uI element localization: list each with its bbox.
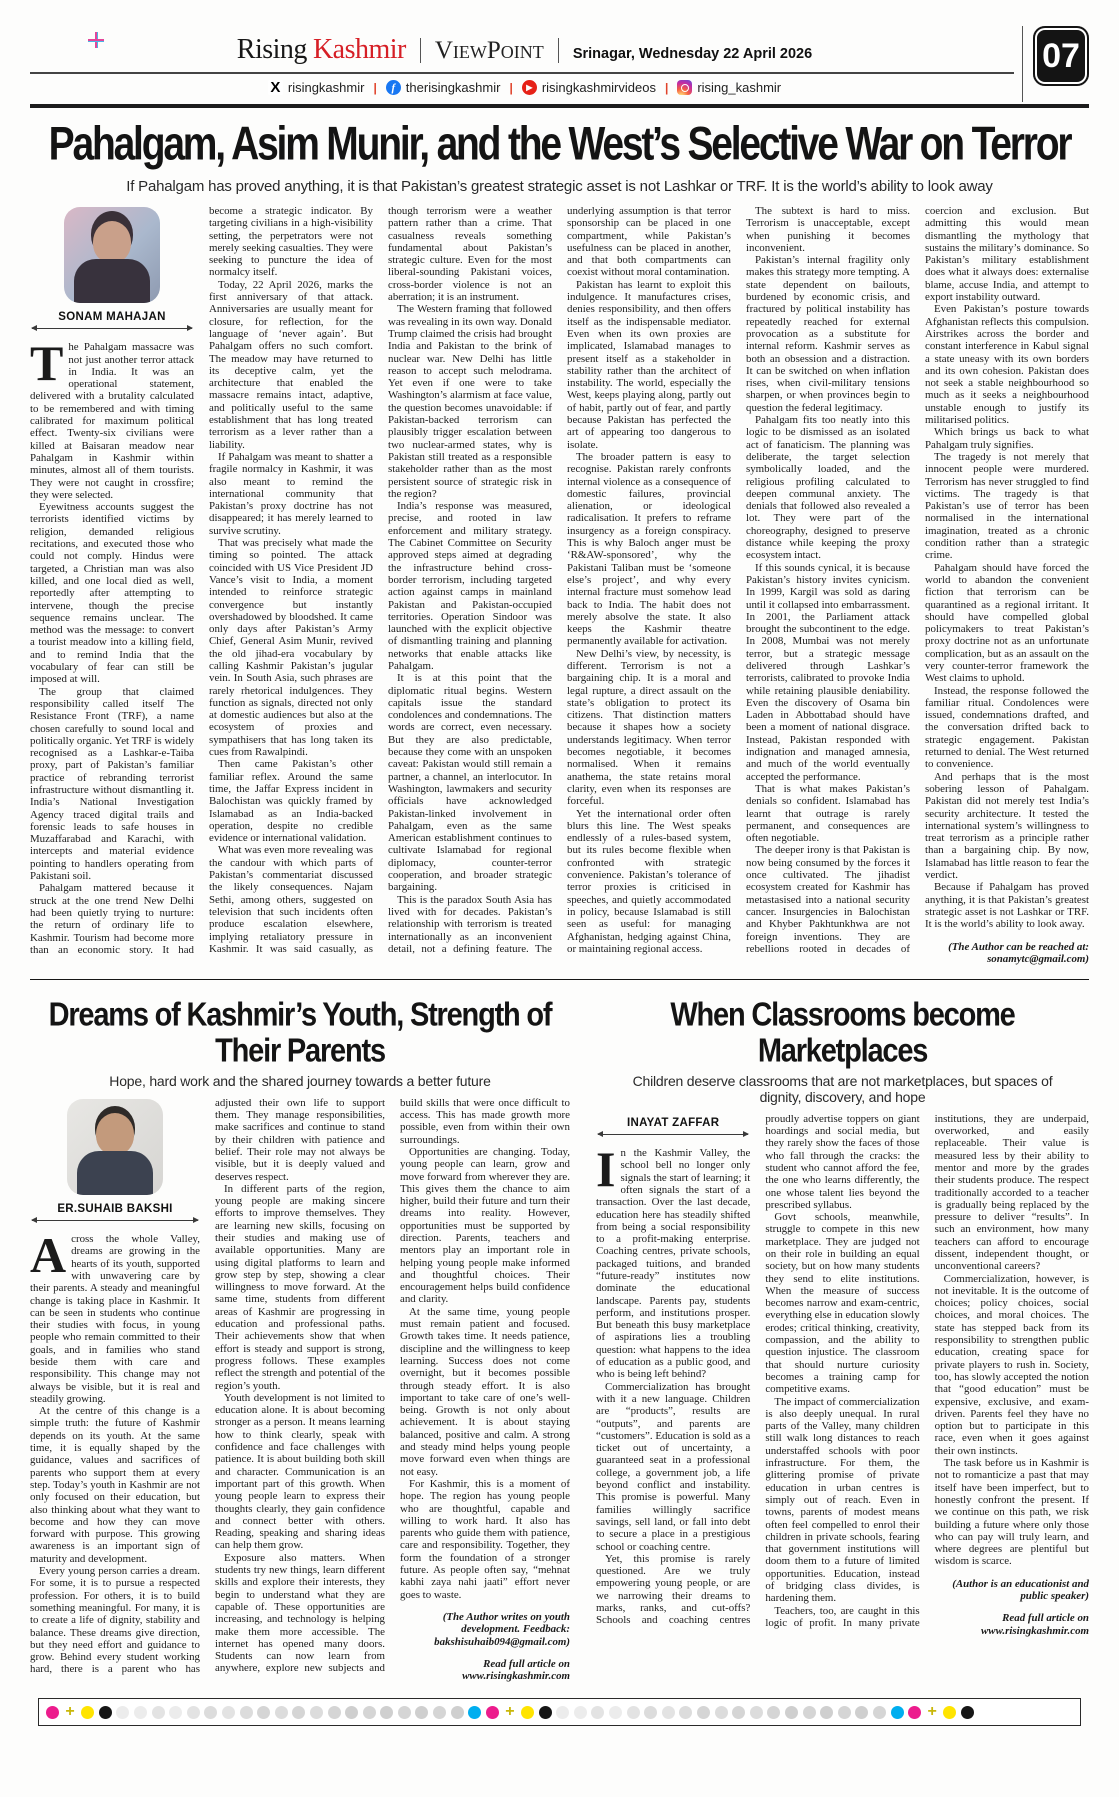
color-dot bbox=[697, 1706, 710, 1719]
paragraph: Yet, this promise is rarely questioned. Are we truly empowering young people, or are we narrowing their dreams to marks, ranks, and cut-offs? Schools and coaching centres proudly advertise toppers on giant hoardings and social media, but they rarely show the faces of those who fall through the cracks: the student who cannot afford the fee, the one who learns differently, the one whose talent lies beyond the prescribed syllabus. bbox=[596, 1112, 920, 1627]
paragraph: What was even more revealing was the candour with which parts of Pakistan’s commentariat discussed the likely consequences. Najam Sethi, among others, suggested on television that such incidents often produce escalation elsewhere, implying retaliatory pressure in Kashmir. It was said casually, as though terrorism were a weather pattern rather than a crime. That casualness reveals something fundamental about Pakistan’s strategic culture. Even for the most liberal-sounding Pakistani voices, cross-border violence is not an aberration; it is an instrument. bbox=[209, 205, 552, 955]
separator: | bbox=[664, 80, 669, 95]
paragraph: Across the whole Valley, dreams are growing in the hearts of its youth, supported with unwavering care by their parents. A steady and meaningful change is taking place in Kashmir. It can be seen in students who continue their studies with focus, in young people who remain committed to their goals, and in families who stand beside them with care and responsibility. This change may not always be visible, but it is real and steadily growing. bbox=[30, 1227, 200, 1405]
paragraph: Pahalgam fits too neatly into this logic to be dismissed as an isolated act of fanaticism. The planning was deliberate, the target selection symbolically loaded, and the religious profiling calculated to deepen communal anxiety. The denials that followed also revealed a lot. They were part of the choreography, designed to preserve distance while keeping the proxy ecosystem intact. bbox=[746, 414, 910, 562]
color-dot bbox=[750, 1706, 763, 1719]
color-dot bbox=[591, 1706, 604, 1719]
classrooms-article-deck: Children deserve classrooms that are not marketplaces, but spaces of dignity, discovery, and hope bbox=[632, 1072, 1053, 1105]
color-dot bbox=[644, 1706, 657, 1719]
paragraph: The task before us in Kashmir is not to romanticize a past that may itself have been imperfect, but to honestly confront the present. If we continue on this path, we risk building a future where only those who can pay will truly learn, and where degrees are plentiful but wisdom is scarce. bbox=[934, 1457, 1089, 1568]
author-block bbox=[30, 207, 194, 329]
divider bbox=[30, 104, 1089, 108]
paragraph: For Kashmir, this is a moment of hope. The region has young people who are thoughtful, capable and willing to work hard. It also has parents who guide them with patience, care and responsibility. Together, they form the foundation of a stronger future. As people often say, “mehnat kabhi zaya nahi jaati” effort never goes to waste. bbox=[400, 1477, 570, 1601]
page-number-badge bbox=[1033, 26, 1089, 86]
dateline: Srinagar, Wednesday 22 April 2026 bbox=[572, 46, 813, 62]
author-name: ER.SUHAIB BAKSHI bbox=[57, 1202, 173, 1215]
paragraph: Today, 22 April 2026, marks the first anniversary of that attack. Anniversaries are usually meant for closure, for reflection, for the language of ‘never again’. But Pahalgam offers no such comfort. The meadow may have returned to its deceptive calm, yet the architecture that enabled the massacre remains intact, adaptive, and politically useful to the same establishment that has long treated terrorism as a lever rather than a liability. bbox=[209, 278, 373, 451]
social-item-youtube[interactable] bbox=[522, 80, 656, 95]
printer-color-bar bbox=[38, 1698, 1081, 1726]
vertical-rule bbox=[1022, 26, 1024, 102]
social-item-facebook[interactable] bbox=[386, 80, 501, 95]
paragraph: Read full article on www.risingkashmir.com bbox=[462, 1657, 570, 1683]
bottom-section bbox=[30, 990, 1089, 1682]
social-item-instagram[interactable] bbox=[677, 80, 781, 95]
color-dot bbox=[679, 1706, 692, 1719]
color-dot bbox=[345, 1706, 358, 1719]
color-dot bbox=[152, 1706, 165, 1719]
paragraph: Teachers, too, are caught in this logic of profit. In many private institutions, they are underpaid, overworked, and easily replaceable. Their value is measured less by their ability to mentor and more by the grades their students produce. The respect traditionally accorded to a teacher is gradually being replaced by the pressure to deliver “results”. In such an environment, how many teachers can afford to encourage dissent, independent thought, or unconventional careers? bbox=[765, 1112, 1089, 1629]
author-block bbox=[30, 1099, 200, 1221]
color-dot bbox=[134, 1706, 147, 1719]
color-dot bbox=[415, 1706, 428, 1719]
paragraph: That is what makes Pakistan’s denials so confident. Islamabad has learnt that outrage is rarely permanent, and consequences are often negotiable. bbox=[746, 782, 910, 845]
classrooms-article bbox=[596, 990, 1089, 1637]
youth-article-headline: Dreams of Kashmir’s Youth, Strength of Their Parents bbox=[48, 996, 552, 1070]
color-dot bbox=[292, 1706, 305, 1719]
color-dot bbox=[187, 1706, 200, 1719]
color-dot bbox=[732, 1706, 745, 1719]
paragraph: Opportunities are changing. Today, young people can learn, grow and move forward from wherever they are. This gives them the chance to aim higher, build their future and turn their dreams into reality. However, opportunities must be supported by direction. Parents, teachers and mentors play an important role in helping young people make informed and thoughtful choices. Their encouragement helps build confidence and clarity. bbox=[400, 1145, 570, 1306]
youth-article-body bbox=[30, 1097, 570, 1683]
paragraph: (Author is an educationist and public speaker) bbox=[952, 1577, 1089, 1603]
paragraph: Commercialization, however, is not inevitable. It is the outcome of choices; policy choices, social choices, and moral choices. The state has stepped back from its responsibility to strengthen public education, creating space for private players to rush in. Society, too, has slowly accepted the notion that “good education” must be expensive, exclusive, and exam-driven. Parents feel they have no option but to participate in this race, even when it goes against their own instincts. bbox=[934, 1272, 1089, 1457]
registration-mark-icon: + bbox=[505, 1703, 515, 1721]
paragraph: It is at this point that the diplomatic ritual begins. Western capitals issue the standard condolences and condemnations. The words are correct, even necessary. But they are also predictable, because they come with an unspoken caveat: Pakistan would still remain a partner, a channel, an interlocutor. In Washington, lawmakers and security officials have acknowledged Pakistan-linked involvement in Pahalgam, even as the same American establishment continues to cultivate Islamabad for regional diplomacy, counter-terror cooperation, and broader strategic bargaining. bbox=[388, 672, 552, 894]
color-dot bbox=[609, 1706, 622, 1719]
paragraph: At the centre of this change is a simple truth: the future of Kashmir depends on its youth. At the same time, it is equally shaped by the guidance, values and sacrifices of parents who support them at every step. Today’s youth in Kashmir are not only focused on their education, but also thinking about what they want to become and how they can move forward with purpose. This growing awareness is an important sign of maturity and development. bbox=[30, 1405, 200, 1565]
color-dot bbox=[838, 1706, 851, 1719]
social-handle: rising_kashmir bbox=[697, 80, 782, 95]
paragraph: Because if Pahalgam has proved anything, it is that Pakistan’s greatest strategic asset is not Lashkar or TRF. It is the world’s ability to look away. bbox=[925, 881, 1089, 931]
color-dot bbox=[855, 1706, 868, 1719]
arrow-rule-icon bbox=[32, 328, 192, 329]
lead-headline: Pahalgam, Asim Munir, and the West’s Selective War on Terror bbox=[48, 118, 1071, 171]
section-name: ViewPoint bbox=[420, 38, 559, 63]
color-dot bbox=[398, 1706, 411, 1719]
color-dot bbox=[873, 1706, 886, 1719]
newspaper-logo bbox=[237, 34, 406, 66]
color-dot bbox=[116, 1706, 129, 1719]
author-block bbox=[596, 1117, 750, 1135]
social-handle: risingkashmir bbox=[287, 80, 365, 95]
paragraph: The deeper irony is that Pakistan is now being consumed by the forces it once cultivated. The jihadist ecosystem created for Kashmir has metastasised into a national security cancer. Insurgencies in Balochistan and Khyber Pakhtunkhwa are not foreign inventions. They are rebellions rooted in decades of coercion and exclusion. But admitting this would mean dismantling the mythology that sustains the military’s dominance. So Pakistan’s military establishment does what it always does: externalise blame, accuse India, and attempt to export instability outward. bbox=[746, 205, 1089, 955]
paragraph: This is the paradox South Asia has lived with for decades. Pakistan’s relationship with terrorism is treated internationally as an inconvenient detail, not a defining feature. The underlying assumption is that terror sponsorship can be placed in one compartment, while Pakistan’s usefulness can be placed in another, and that both compartments can coexist without moral contamination. bbox=[388, 205, 731, 955]
page-number-area bbox=[1022, 26, 1090, 104]
paragraph: Then came Pakistan’s other familiar reflex. Around the same time, the Jaffar Express incident in Balochistan was quickly framed by Islamabad as an India-backed operation, despite no credible evidence or international validation. bbox=[209, 758, 373, 845]
color-dot bbox=[380, 1706, 393, 1719]
paragraph: India’s response was measured, precise, and rooted in law enforcement and military strategy. The Cabinet Committee on Security approved steps aimed at degrading the infrastructure behind cross-border terrorism, including targeted action against camps in mainland Pakistan and Pakistan-occupied territories. Operation Sindoor was launched with the explicit objective of dismantling training and planning networks that enable attacks like Pahalgam. bbox=[388, 500, 552, 672]
paragraph: If Pahalgam was meant to shatter a fragile normalcy in Kashmir, it was also meant to remind the international community that Pakistan’s proxy doctrine has not disappeared; it has merely learned to survive scrutiny. bbox=[209, 450, 373, 537]
paragraph: The Pahalgam massacre was not just another terror attack in India. It was an operational statement, delivered with a brutality calculated to be remembered and with timing calibrated for maximum political effect. Twenty-six civilians were killed at Baisaran meadow near Pahalgam in Kashmir within minutes, almost all of them tourists. They were not caught in crossfire; they were selected. bbox=[30, 335, 194, 501]
paragraph: New Delhi’s view, by necessity, is different. Terrorism is not a bargaining chip. It is a moral and legal rupture, a direct assault on the state’s obligation to protect its citizens. That distinction matters because it shapes how a society understands legitimacy. When terror becomes negotiable, it becomes normalised. When it remains anathema, the state retains moral clarity, even when its responses are forceful. bbox=[567, 647, 731, 808]
color-dot bbox=[328, 1706, 341, 1719]
author-name: SONAM MAHAJAN bbox=[58, 311, 166, 323]
lead-deck: If Pahalgam has proved anything, it is that Pakistan’s greatest strategic asset is not Lashkar or TRF. It is the world’s ability to look away bbox=[126, 178, 993, 195]
color-dot bbox=[222, 1706, 235, 1719]
color-dot bbox=[803, 1706, 816, 1719]
color-dot bbox=[257, 1706, 270, 1719]
page-number: 07 bbox=[1042, 36, 1080, 75]
color-dot bbox=[240, 1706, 253, 1719]
paragraph: Eyewitness accounts suggest the terrorists identified victims by religion, demanded religious recitations, and executed those who could not comply. Hindus were targeted, a Christian man was also killed, and one local died as well, reportedly after attempting to intervene, though the precise sequence remains unclear. The method was the message: to convert a tourist meadow into a killing field, and to remind India that the vocabulary of fear can still be imposed at will. bbox=[30, 501, 194, 686]
color-dot bbox=[785, 1706, 798, 1719]
color-dot bbox=[556, 1706, 569, 1719]
paragraph: The impact of commercialization is also deeply unequal. In rural parts of the Valley, many children still walk long distances to reach understaffed schools with poor infrastructure. For them, the glittering promise of private education in urban centres is simply out of reach. Even in towns, parents of modest means often feel compelled to enrol their children in private schools, fearing that government institutions will doom them to a future of limited opportunities. Education, instead of bridging class divides, is hardening them. bbox=[765, 1395, 920, 1605]
paragraph: (The Author can be reached at: sonamytc@gmail.com) bbox=[948, 940, 1089, 965]
paragraph: Pahalgam mattered because it struck at the one trend New Delhi had been quietly trying to nurture: the return of ordinary life to Kashmir. Tourism had become more than an economic story. It had become a strategic indicator. By targeting civilians in a high-visibility setting, the perpetrators were not merely seeking casualties. They were seeking to puncture the idea of normalcy itself. bbox=[30, 205, 373, 956]
color-dot bbox=[521, 1706, 534, 1719]
youtube-icon: ▶ bbox=[522, 80, 537, 95]
paragraph: Exposure also matters. When students try new things, learn different skills and explore their interests, they begin to understand what they are capable of. These opportunities are increasing, and technology is helping make them more accessible. The internet has opened many doors. Students can now learn from anywhere, explore new subjects and build skills that were once difficult to access. This has made growth more possible, even from within their own surroundings. bbox=[215, 1096, 570, 1675]
article-text bbox=[596, 1113, 1089, 1637]
paragraph: Every young person carries a dream. For some, it is to pursue a respected profession. For others, it is to build something meaningful. For many, it is to create a life of dignity, stability and balance. These dreams give direction, but they need effort and guidance to grow. Behind every student working hard, there is a parent who has adjusted their own life to support them. They manage responsibilities, make sacrifices and continue to stand by their children with patience and belief. Their role may not always be visible, but it is deeply valued and deserves respect. bbox=[30, 1096, 385, 1676]
paragraph: Youth development is not limited to education alone. It is about becoming stronger as a person. It means learning how to think clearly, speak with confidence and face challenges with patience. It is about building both skill and character. Communication is an important part of this growth. When young people learn to express their thoughts clearly, they gain confidence and connect better with others. Reading, speaking and sharing ideas can help them grow. bbox=[215, 1391, 385, 1552]
social-item-x[interactable] bbox=[268, 80, 365, 95]
color-dot bbox=[99, 1706, 112, 1719]
paragraph: The subtext is hard to miss. Terrorism is unacceptable, except when punishing it becomes inconvenient. bbox=[746, 205, 910, 254]
arrow-rule-icon bbox=[32, 1220, 198, 1221]
paragraph: The broader pattern is easy to recognise. Pakistan rarely confronts internal violence as a consequence of domestic failures, provincial alienation, or ideological radicalisation. It prefers to reframe insurgency as a foreign conspiracy. This is why Baloch anger must be ‘R&AW-sponsored’, why the Pakistani Taliban must be ‘someone else’s project’, and why every internal fracture must somehow lead back to India. The habit does not merely absolve the state. It also keeps the Kashmir theatre permanently available for activation. bbox=[567, 450, 731, 648]
facebook-icon: f bbox=[386, 80, 401, 95]
paragraph: In the Kashmir Valley, the school bell no longer only signals the start of learning; it often signals the start of a transaction. Over the last decade, education here has steadily shifted from being a social responsibility to a profit-making enterprise. Coaching centres, private schools, packaged tuitions, and branded “future-ready” institutes now dominate the educational landscape. Parents pay, students perform, and institutions prosper. But beneath this busy marketplace of aspirations lies a troubling question: what happens to the idea of education as a public good, and who is being left behind? bbox=[596, 1141, 751, 1381]
paragraph: And perhaps that is the most sobering lesson of Pahalgam. Pakistan did not merely test India’s security architecture. It tested the international system’s willingness to treat terrorism as a principle rather than a bargaining chip. By now, Islamabad has little reason to fear the verdict. bbox=[925, 770, 1089, 882]
classrooms-article-body bbox=[596, 1113, 1089, 1637]
paragraph: If this sounds cynical, it is because Pakistan’s history invites cynicism. In 1999, Kargil was sold as daring until it collapsed into embarrassment. In 2001, the Parliament attack brought the subcontinent to the edge. In 2008, Mumbai was not merely terror, but a strategic message delivered through Lashkar’s terrorists, calibrated to provoke India while retaining plausible deniability. Even the discovery of Osama bin Laden in Abbottabad should have been a moment of national disgrace. Instead, Pakistan responded with indignation and managed amnesia, and much of the world eventually accepted the performance. bbox=[746, 561, 910, 783]
separator: | bbox=[509, 80, 513, 95]
youth-article-deck: Hope, hard work and the shared journey towards a better future bbox=[109, 1072, 491, 1089]
author-photo bbox=[67, 1099, 163, 1195]
masthead bbox=[30, 30, 1089, 108]
social-row bbox=[30, 74, 1089, 102]
color-dot bbox=[81, 1706, 94, 1719]
paragraph: The Western framing that followed was revealing in its own way. Donald Trump claimed the crisis had brought India and Pakistan to the brink of nuclear war. New Delhi has little reason to accept such melodrama. Yet even if one were to take Washington’s alarmism at face value, the question becomes unavoidable: if Pakistan-backed terrorism can plausibly trigger escalation between two nuclear-armed states, why is Pakistan still treated as a responsible stakeholder rather than as the most persistent source of strategic risk in the region? bbox=[388, 303, 552, 500]
paragraph: The tragedy is not merely that innocent people were murdered. Terrorism has never struggled to find victims. The tragedy is that Pakistan’s use of terror has been normalised in the international imagination, treated as a chronic condition rather than a strategic crime. bbox=[925, 450, 1089, 562]
paragraph: In different parts of the region, young people are making sincere efforts to improve themselves. They are learning new skills, focusing on their studies and making use of available opportunities. Many are using digital platforms to learn and grow step by step, showing a clear willingness to move forward. At the same time, students from different areas of Kashmir are progressing in education and professional paths. Their achievements show that when effort is steady and support is strong, progress follows. These examples reflect the strength and potential of the region’s youth. bbox=[215, 1182, 385, 1392]
paragraph: Govt schools, meanwhile, struggle to compete in this new marketplace. They are judged not on their role in building an equal society, but on how many students they send to elite institutions. When the measure of success becomes narrow and exam-centric, everything else in education slowly erodes; critical thinking, creativity, compassion, and the ability to question injustice. The classroom that should nurture curiosity becomes a training camp for competitive exams. bbox=[765, 1211, 920, 1396]
paragraph: That was precisely what made the timing so pointed. The attack coincided with US Vice President JD Vance’s visit to India, a moment intended to reinforce strategic convergence but instantly overshadowed by bloodshed. It came only days after Pakistan’s Army Chief, General Asim Munir, revived the old jihad-era vocabulary by calling Kashmir Pakistan’s jugular vein. In South Asia, such phrases are rarely rhetorical indulgences. They function as signals, directed not only at domestic audiences but also at the ecosystem of proxies and sympathisers that has long taken its cues from Rawalpindi. bbox=[209, 537, 373, 759]
logo-rising-text: Rising bbox=[236, 34, 307, 65]
color-dot bbox=[363, 1706, 376, 1719]
color-dot bbox=[662, 1706, 675, 1719]
paragraph: The group that claimed responsibility called itself The Resistance Front (TRF), a name chosen carefully to sound local and politically organic. Yet TRF is widely recognised as a Lashkar-e-Taiba proxy, part of Pakistan’s familiar practice of rebranding terrorist infrastructure without dismantling it. India’s National Investigation Agency traced digital trails and forensic leads to safe houses in Muzaffarabad and Karachi, with intercepts and material evidence pointing to handlers operating from Pakistani soil. bbox=[30, 685, 194, 883]
color-dot bbox=[310, 1706, 323, 1719]
paragraph: Pakistan’s internal fragility only makes this strategy more tempting. A state dependent on bailouts, burdened by economic crisis, and fractured by political instability has repeatedly reached for external provocation as a substitute for internal reform. Kashmir serves as both an obsession and a distraction. It can be switched on when inflation rises, when civil-military tensions sharpen, or when provinces begin to question the federal legitimacy. bbox=[746, 254, 910, 414]
youth-article bbox=[30, 990, 570, 1682]
separator: | bbox=[373, 80, 377, 95]
paragraph: (The Author writes on youth development. Feedback: bakshisuhaib094@gmail.com) bbox=[434, 1610, 570, 1648]
classrooms-article-headline: When Classrooms become Marketplaces bbox=[670, 996, 1015, 1070]
color-dot bbox=[539, 1706, 552, 1719]
paragraph: At the same time, young people must remain patient and focused. Growth takes time. It needs patience, discipline and the willingness to keep learning. Success does not come overnight, but it becomes possible through steady effort. It is also important to take care of one’s well-being. Growth is not only about achievement. It is about staying balanced, positive and calm. A strong and steady mind helps young people move forward even when things are not easy. bbox=[400, 1305, 570, 1478]
color-dot bbox=[574, 1706, 587, 1719]
color-dot bbox=[468, 1706, 481, 1719]
author-name: INAYAT ZAFFAR bbox=[627, 1116, 720, 1129]
color-dot bbox=[204, 1706, 217, 1719]
color-dot bbox=[820, 1706, 833, 1719]
x-twitter-icon: X bbox=[268, 80, 283, 95]
social-handle: therisingkashmir bbox=[405, 80, 501, 95]
color-dot bbox=[715, 1706, 728, 1719]
lead-article bbox=[30, 118, 1089, 965]
color-dot bbox=[169, 1706, 182, 1719]
registration-mark-icon: + bbox=[65, 1703, 75, 1721]
paragraph: Even Pakistan’s posture towards Afghanistan reflects this compulsion. Airstrikes across the border and constant interference in Kabul signal a state uneasy with its own borders and its own cohesion. Pakistan does not seek a stable neighbourhood so much as it seeks a neighbourhood unstable enough to justify its militarised politics. bbox=[925, 303, 1089, 427]
color-dot bbox=[943, 1706, 956, 1719]
color-dot bbox=[908, 1706, 921, 1719]
arrow-rule-icon bbox=[598, 1134, 748, 1135]
color-dot bbox=[433, 1706, 446, 1719]
color-dot bbox=[961, 1706, 974, 1719]
paragraph: Pakistan has learnt to exploit this indulgence. It manufactures crises, denies responsibility, and then offers itself as the indispensable mediator. Even when its own proxies are implicated, Islamabad manages to present itself as a stakeholder in stability rather than the architect of instability. The world, especially the West, keeps playing along, partly out of habit, partly out of fear, and partly because Pakistan has perfected the art of appearing too dangerous to isolate. bbox=[567, 278, 731, 451]
article-signoff bbox=[400, 1611, 570, 1682]
paragraph: Pahalgam should have forced the world to abandon the convenient fiction that terrorism can be quarantined as a regional irritant. It should have compelled global policymakers to treat Pakistan’s proxy doctrine not as an unfortunate complication, but as an assault on the very counter-terror framework the West claims to uphold. bbox=[925, 561, 1089, 685]
author-photo bbox=[64, 207, 160, 303]
instagram-icon bbox=[677, 80, 692, 95]
lead-article-body bbox=[30, 205, 1089, 965]
color-dot bbox=[767, 1706, 780, 1719]
paragraph: Which brings us back to what Pahalgam truly signifies. bbox=[925, 426, 1089, 451]
color-dot bbox=[46, 1706, 59, 1719]
article-signoff bbox=[925, 941, 1089, 966]
divider bbox=[30, 979, 1089, 980]
color-dot bbox=[486, 1706, 499, 1719]
social-handle: risingkashmirvideos bbox=[541, 80, 656, 95]
color-dot bbox=[275, 1706, 288, 1719]
logo-kashmir-text: Kashmir bbox=[312, 34, 406, 65]
article-signoff bbox=[935, 1578, 1089, 1637]
paragraph: Read full article on www.risingkashmir.com bbox=[981, 1612, 1089, 1637]
color-dot bbox=[627, 1706, 640, 1719]
color-dot bbox=[451, 1706, 464, 1719]
color-dot bbox=[891, 1706, 904, 1719]
paragraph: Yet the international order often blurs this line. The West speaks endlessly of a rules-based system, but its rules become flexible when confronted with strategic convenience. Pakistan’s tolerance of terror proxies is criticised in speeches, and quietly accommodated in policy, because Islamabad is still seen as useful: for managing Afghanistan, hedging against China, or maintaining regional access. bbox=[567, 807, 731, 955]
paragraph: Instead, the response followed the familiar ritual. Condolences were issued, condemnations drafted, and the conversation drifted back to strategic engagement. Pakistan returned to denial. The West returned to convenience. bbox=[925, 684, 1089, 771]
registration-mark-icon: + bbox=[927, 1703, 937, 1721]
paragraph: Commercialization has brought with it a new language. Children are “products”, results are “outputs”, and parents are “customers”. Education is sold as a ticket out of uncertainty, a guaranteed seat in a professional college, a government job, a life beyond conflict and instability. This promise is powerful. Many families willingly sacrifice savings, sell land, or fall into debt to secure a place in a prestigious school or coaching centre. bbox=[596, 1380, 751, 1553]
